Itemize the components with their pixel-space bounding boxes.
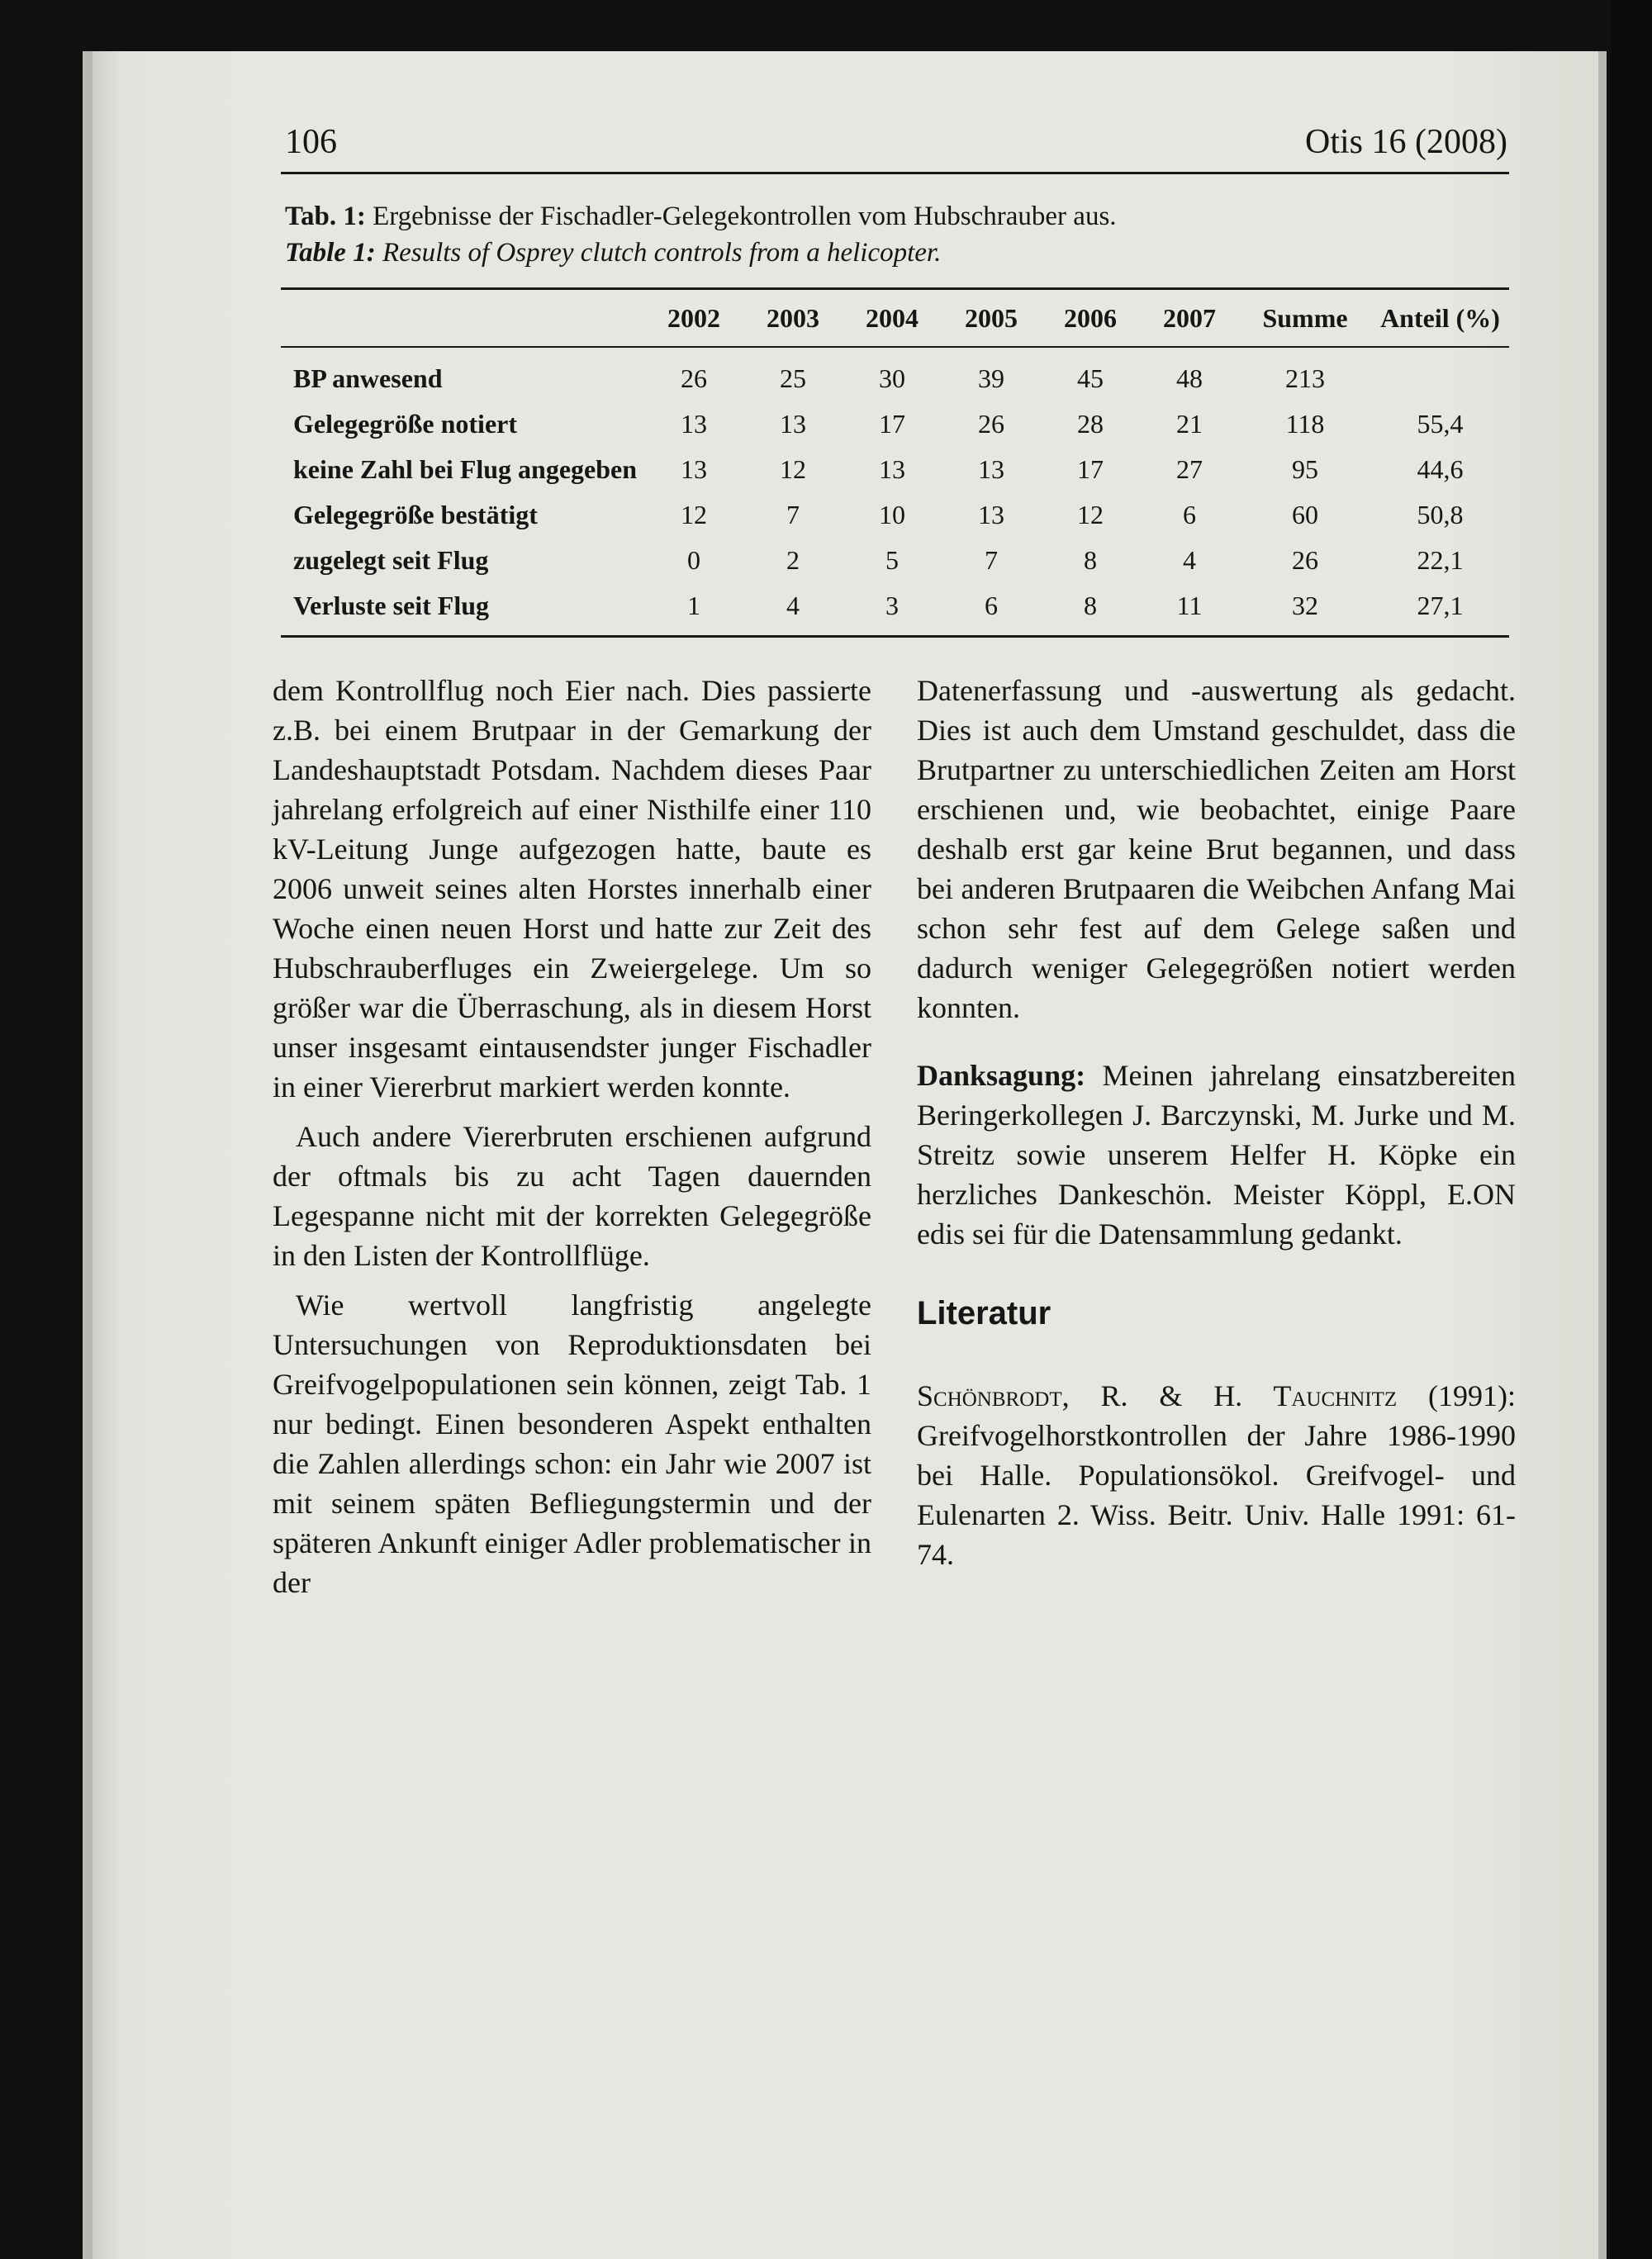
table-row — [281, 447, 1509, 492]
row-label: Gelegegröße bestätigt — [293, 500, 538, 529]
literature-reference — [917, 1376, 1516, 1574]
table-cell: 7 — [985, 545, 998, 575]
row-label: Gelegegröße notiert — [293, 409, 517, 439]
table-cell: 60 — [1292, 500, 1318, 529]
row-label: keine Zahl bei Flug angegeben — [293, 454, 638, 484]
row-label: zugelegt seit Flug — [293, 545, 489, 575]
caption-german-text: Ergebnisse der Fischadler-Gelegekontrollen vom Hubschrauber aus. — [373, 202, 1117, 231]
table-row — [281, 538, 1509, 583]
table-cell: 7 — [786, 500, 800, 529]
caption-english — [285, 235, 1507, 271]
table-header-cell: Anteil (%) — [1371, 289, 1509, 348]
table-cell: 95 — [1292, 454, 1318, 484]
table-cell: 13 — [879, 454, 905, 484]
table-row — [281, 583, 1509, 637]
reference-authors: Schönbrodt, R. & H. Tauchnitz — [917, 1379, 1398, 1412]
body-column-left — [273, 671, 871, 1602]
table-header-cell: 2003 — [743, 289, 843, 348]
table-cell: 4 — [743, 583, 843, 637]
table-cell: 13 — [978, 454, 1004, 484]
table-cell: 13 — [978, 500, 1004, 529]
table-cell: 26 — [681, 363, 707, 393]
acknowledgements-text: Meinen jahrelang einsatzbereiten Beringerkollegen J. Barczynski, M. Jurke und M. Streitz sowie unserem Helfer H. Köpke ein herzliches Dankeschön. Meister Köppl, E.ON edis sei für die Datensammlung gedankt. — [917, 1059, 1516, 1251]
acknowledgements — [917, 1056, 1516, 1254]
table-cell: 55,4 — [1417, 409, 1464, 439]
paragraph: Wie wertvoll langfristig angelegte Untersuchungen von Reproduktionsdaten bei Greifvogelpopulationen sein können, zeigt Tab. 1 nur bedingt. Einen besonderen Aspekt enthalten die Zahlen allerdings schon: ein Jahr wie 2007 ist mit seinem späten Befliegungstermin und der späteren Ankunft einiger Adler problematischer in der — [273, 1288, 871, 1599]
table-cell — [1371, 347, 1509, 401]
table-cell: 12 — [1077, 500, 1104, 529]
table-cell: 17 — [879, 409, 905, 439]
table-cell: 28 — [1077, 409, 1104, 439]
table-cell: 13 — [681, 409, 707, 439]
literature-heading: Literatur — [917, 1295, 1051, 1331]
row-label: Verluste seit Flug — [281, 583, 644, 637]
table-row — [281, 401, 1509, 447]
acknowledgements-label: Danksagung: — [917, 1059, 1086, 1092]
table-cell: 11 — [1140, 583, 1239, 637]
table-cell: 2 — [786, 545, 800, 575]
scan-border — [1611, 0, 1652, 2259]
table-cell: 5 — [885, 545, 899, 575]
table-cell: 17 — [1077, 454, 1104, 484]
table-header-cell: 2002 — [644, 289, 743, 348]
journal-citation: Otis 16 (2008) — [1305, 123, 1507, 161]
table-cell: 44,6 — [1417, 454, 1464, 484]
table-cell: 8 — [1041, 583, 1140, 637]
table-cell: 26 — [1292, 545, 1318, 575]
table-cell: 27 — [1176, 454, 1203, 484]
table-cell: 22,1 — [1417, 545, 1464, 575]
table-cell: 13 — [681, 454, 707, 484]
table-row — [281, 492, 1509, 538]
table-cell: 1 — [644, 583, 743, 637]
paragraph: dem Kontrollflug noch Eier nach. Dies passierte z.B. bei einem Brutpaar in der Gemarkung der Landeshauptstadt Potsdam. Nachdem dieses Paar jahrelang erfolgreich auf einer Nisthilfe einer 110 kV-Leitung Junge aufgezogen hatte, baute es 2006 unweit seines alten Horstes innerhalb einer Woche einen neuen Horst und hatte zur Zeit des Hubschrauberfluges ein Zweiergelege. Um so größer war die Überraschung, als in diesem Horst unser insgesamt eintausendster junger Fischadler in einer Viererbrut markiert werden konnte. — [273, 674, 871, 1103]
table-caption — [285, 198, 1507, 271]
table-header-cell: Summe — [1239, 289, 1371, 348]
header-rule — [281, 172, 1509, 174]
table-cell: 30 — [879, 363, 905, 393]
table-cell: 12 — [681, 500, 707, 529]
table-cell: 12 — [780, 454, 806, 484]
table-header-cell: 2005 — [942, 289, 1041, 348]
table-cell: 118 — [1285, 409, 1325, 439]
table-header-cell: 2004 — [843, 289, 942, 348]
table-cell: 48 — [1176, 363, 1203, 393]
table-cell: 3 — [843, 583, 942, 637]
caption-german-label: Tab. 1: — [285, 202, 366, 231]
table-header-cell — [281, 289, 644, 348]
table-cell: 6 — [942, 583, 1041, 637]
paragraph: Datenerfassung und -auswertung als gedacht. Dies ist auch dem Umstand geschuldet, dass die Brutpartner zu unterschiedlichen Zeiten am Horst erschienen und, wie beobachtet, einige Paare deshalb erst gar keine Brut begannen, und dass bei anderen Brutpaaren die Weibchen Anfang Mai schon sehr fest auf dem Gelege saßen und dadurch weniger Gelegegrößen notiert werden konnten. — [917, 674, 1516, 1024]
table-cell: 50,8 — [1417, 500, 1464, 529]
table-cell: 45 — [1077, 363, 1104, 393]
table-cell: 26 — [978, 409, 1004, 439]
table-row — [281, 347, 1509, 401]
paragraph: Auch andere Viererbruten erschienen aufgrund der oftmals bis zu acht Tagen dauernden Legespanne nicht mit der korrekten Gelegegröße in den Listen der Kontrollflüge. — [273, 1120, 871, 1272]
table-header-cell: 2006 — [1041, 289, 1140, 348]
table-cell: 213 — [1285, 363, 1325, 393]
reference-text: (1991): Greifvogelhorstkontrollen der Jahre 1986-1990 bei Halle. Populationsökol. Greifvogel- und Eulenarten 2. Wiss. Beitr. Univ. Halle 1991: 61-74. — [917, 1379, 1517, 1571]
table-cell: 27,1 — [1371, 583, 1509, 637]
table-header-row — [281, 289, 1509, 348]
table-cell: 6 — [1183, 500, 1196, 529]
table-cell: 25 — [780, 363, 806, 393]
table-cell: 21 — [1176, 409, 1203, 439]
caption-english-text: Results of Osprey clutch controls from a helicopter. — [382, 238, 942, 268]
table-cell: 4 — [1183, 545, 1196, 575]
table-cell: 8 — [1084, 545, 1097, 575]
table-header-cell: 2007 — [1140, 289, 1239, 348]
page-number: 106 — [285, 123, 337, 161]
table-cell: 10 — [879, 500, 905, 529]
row-label: BP anwesend — [293, 363, 443, 393]
table-cell: 13 — [780, 409, 806, 439]
table-cell: 39 — [978, 363, 1004, 393]
body-column-right — [917, 671, 1516, 1254]
table-cell: 0 — [687, 545, 700, 575]
caption-german — [285, 198, 1507, 235]
table-cell: 32 — [1239, 583, 1371, 637]
results-table — [281, 287, 1509, 638]
caption-english-label: Table 1: — [285, 238, 376, 268]
running-header — [285, 122, 1507, 164]
